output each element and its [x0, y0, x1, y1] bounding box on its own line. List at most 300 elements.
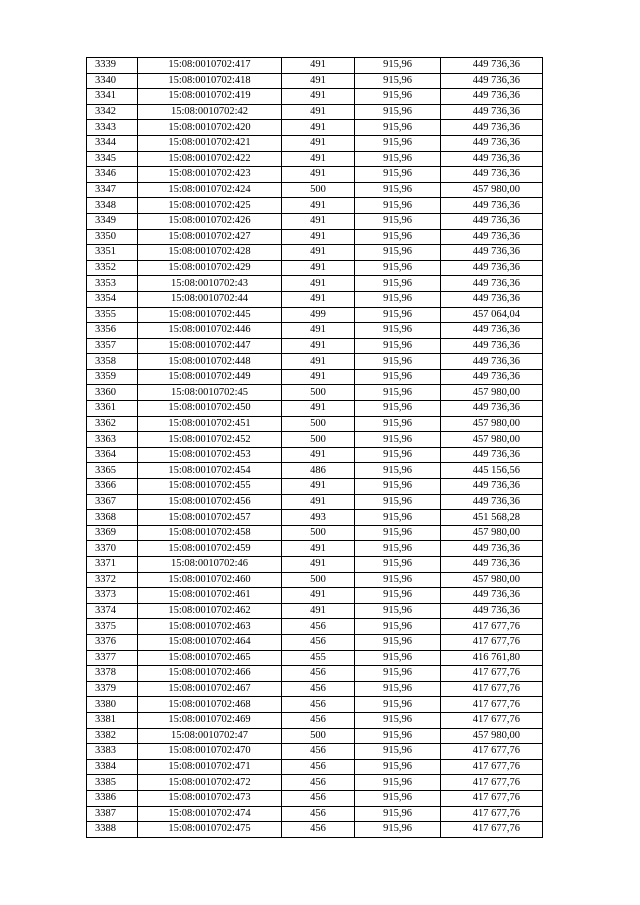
cadastral-number-cell: 15:08:0010702:470 [138, 744, 282, 760]
table-row [87, 650, 543, 666]
rate-cell: 915,96 [355, 541, 441, 557]
table-row [87, 510, 543, 526]
table-row [87, 479, 543, 495]
rate-cell: 915,96 [355, 385, 441, 401]
row-number-cell: 3348 [87, 198, 138, 214]
row-number-cell: 3384 [87, 759, 138, 775]
table-row [87, 323, 543, 339]
value-cell: 449 736,36 [441, 557, 543, 573]
value-cell: 449 736,36 [441, 104, 543, 120]
row-number-cell: 3383 [87, 744, 138, 760]
table-row [87, 728, 543, 744]
value-cell: 449 736,36 [441, 120, 543, 136]
table-row [87, 494, 543, 510]
cadastral-number-cell: 15:08:0010702:419 [138, 89, 282, 105]
rate-cell: 915,96 [355, 369, 441, 385]
row-number-cell: 3342 [87, 104, 138, 120]
value-cell: 417 677,76 [441, 681, 543, 697]
cadastral-number-cell: 15:08:0010702:449 [138, 369, 282, 385]
cadastral-number-cell: 15:08:0010702:47 [138, 728, 282, 744]
cadastral-number-cell: 15:08:0010702:460 [138, 572, 282, 588]
value-cell: 445 156,56 [441, 463, 543, 479]
rate-cell: 915,96 [355, 416, 441, 432]
table-row [87, 385, 543, 401]
cadastral-number-cell: 15:08:0010702:472 [138, 775, 282, 791]
row-number-cell: 3361 [87, 401, 138, 417]
value-cell: 417 677,76 [441, 697, 543, 713]
rate-cell: 915,96 [355, 744, 441, 760]
rate-cell: 915,96 [355, 790, 441, 806]
rate-cell: 915,96 [355, 634, 441, 650]
cadastral-number-cell: 15:08:0010702:429 [138, 260, 282, 276]
rate-cell: 915,96 [355, 588, 441, 604]
rate-cell: 915,96 [355, 260, 441, 276]
row-number-cell: 3351 [87, 245, 138, 261]
cadastral-number-cell: 15:08:0010702:458 [138, 525, 282, 541]
table-row [87, 634, 543, 650]
table-row [87, 151, 543, 167]
table-row [87, 806, 543, 822]
area-cell: 455 [282, 650, 355, 666]
row-number-cell: 3370 [87, 541, 138, 557]
rate-cell: 915,96 [355, 728, 441, 744]
row-number-cell: 3343 [87, 120, 138, 136]
table-row [87, 198, 543, 214]
row-number-cell: 3373 [87, 588, 138, 604]
area-cell: 491 [282, 276, 355, 292]
cadastral-number-cell: 15:08:0010702:451 [138, 416, 282, 432]
table-body [87, 58, 543, 838]
row-number-cell: 3379 [87, 681, 138, 697]
rate-cell: 915,96 [355, 291, 441, 307]
area-cell: 456 [282, 634, 355, 650]
value-cell: 449 736,36 [441, 213, 543, 229]
value-cell: 449 736,36 [441, 603, 543, 619]
table-row [87, 182, 543, 198]
value-cell: 417 677,76 [441, 806, 543, 822]
row-number-cell: 3355 [87, 307, 138, 323]
value-cell: 457 064,04 [441, 307, 543, 323]
area-cell: 499 [282, 307, 355, 323]
row-number-cell: 3352 [87, 260, 138, 276]
cadastral-number-cell: 15:08:0010702:426 [138, 213, 282, 229]
value-cell: 449 736,36 [441, 89, 543, 105]
table-row [87, 619, 543, 635]
row-number-cell: 3366 [87, 479, 138, 495]
value-cell: 417 677,76 [441, 619, 543, 635]
row-number-cell: 3353 [87, 276, 138, 292]
row-number-cell: 3362 [87, 416, 138, 432]
cadastral-number-cell: 15:08:0010702:418 [138, 73, 282, 89]
row-number-cell: 3345 [87, 151, 138, 167]
table-row [87, 790, 543, 806]
cadastral-number-cell: 15:08:0010702:428 [138, 245, 282, 261]
cadastral-number-cell: 15:08:0010702:467 [138, 681, 282, 697]
value-cell: 449 736,36 [441, 541, 543, 557]
area-cell: 456 [282, 666, 355, 682]
table-row [87, 416, 543, 432]
table-row [87, 89, 543, 105]
row-number-cell: 3359 [87, 369, 138, 385]
area-cell: 491 [282, 89, 355, 105]
value-cell: 449 736,36 [441, 291, 543, 307]
value-cell: 457 980,00 [441, 728, 543, 744]
table-row [87, 401, 543, 417]
value-cell: 449 736,36 [441, 354, 543, 370]
rate-cell: 915,96 [355, 494, 441, 510]
table-row [87, 775, 543, 791]
cadastral-value-table [86, 57, 543, 838]
row-number-cell: 3357 [87, 338, 138, 354]
area-cell: 500 [282, 432, 355, 448]
area-cell: 493 [282, 510, 355, 526]
cadastral-number-cell: 15:08:0010702:468 [138, 697, 282, 713]
row-number-cell: 3369 [87, 525, 138, 541]
cadastral-number-cell: 15:08:0010702:465 [138, 650, 282, 666]
rate-cell: 915,96 [355, 557, 441, 573]
area-cell: 491 [282, 245, 355, 261]
area-cell: 491 [282, 603, 355, 619]
table-row [87, 603, 543, 619]
cadastral-number-cell: 15:08:0010702:450 [138, 401, 282, 417]
rate-cell: 915,96 [355, 775, 441, 791]
table-row [87, 338, 543, 354]
area-cell: 486 [282, 463, 355, 479]
table-row [87, 167, 543, 183]
cadastral-number-cell: 15:08:0010702:456 [138, 494, 282, 510]
value-cell: 417 677,76 [441, 634, 543, 650]
row-number-cell: 3356 [87, 323, 138, 339]
area-cell: 491 [282, 291, 355, 307]
cadastral-number-cell: 15:08:0010702:454 [138, 463, 282, 479]
rate-cell: 915,96 [355, 603, 441, 619]
cadastral-number-cell: 15:08:0010702:43 [138, 276, 282, 292]
cadastral-number-cell: 15:08:0010702:445 [138, 307, 282, 323]
cadastral-number-cell: 15:08:0010702:421 [138, 135, 282, 151]
rate-cell: 915,96 [355, 712, 441, 728]
area-cell: 491 [282, 135, 355, 151]
rate-cell: 915,96 [355, 167, 441, 183]
area-cell: 491 [282, 447, 355, 463]
rate-cell: 915,96 [355, 681, 441, 697]
area-cell: 456 [282, 822, 355, 838]
area-cell: 491 [282, 338, 355, 354]
rate-cell: 915,96 [355, 354, 441, 370]
rate-cell: 915,96 [355, 619, 441, 635]
area-cell: 491 [282, 323, 355, 339]
table-row [87, 463, 543, 479]
value-cell: 417 677,76 [441, 666, 543, 682]
rate-cell: 915,96 [355, 198, 441, 214]
row-number-cell: 3341 [87, 89, 138, 105]
cadastral-number-cell: 15:08:0010702:462 [138, 603, 282, 619]
area-cell: 456 [282, 775, 355, 791]
value-cell: 449 736,36 [441, 73, 543, 89]
area-cell: 491 [282, 198, 355, 214]
area-cell: 491 [282, 557, 355, 573]
row-number-cell: 3340 [87, 73, 138, 89]
area-cell: 500 [282, 728, 355, 744]
area-cell: 491 [282, 588, 355, 604]
cadastral-number-cell: 15:08:0010702:473 [138, 790, 282, 806]
table-row [87, 307, 543, 323]
row-number-cell: 3344 [87, 135, 138, 151]
rate-cell: 915,96 [355, 213, 441, 229]
rate-cell: 915,96 [355, 432, 441, 448]
area-cell: 500 [282, 182, 355, 198]
value-cell: 417 677,76 [441, 775, 543, 791]
value-cell: 449 736,36 [441, 198, 543, 214]
table-row [87, 58, 543, 74]
row-number-cell: 3385 [87, 775, 138, 791]
table-row [87, 588, 543, 604]
row-number-cell: 3381 [87, 712, 138, 728]
value-cell: 449 736,36 [441, 276, 543, 292]
value-cell: 417 677,76 [441, 712, 543, 728]
value-cell: 457 980,00 [441, 572, 543, 588]
cadastral-number-cell: 15:08:0010702:427 [138, 229, 282, 245]
rate-cell: 915,96 [355, 89, 441, 105]
area-cell: 456 [282, 806, 355, 822]
rate-cell: 915,96 [355, 525, 441, 541]
rate-cell: 915,96 [355, 822, 441, 838]
area-cell: 491 [282, 58, 355, 74]
area-cell: 500 [282, 416, 355, 432]
table-row [87, 291, 543, 307]
cadastral-number-cell: 15:08:0010702:447 [138, 338, 282, 354]
row-number-cell: 3363 [87, 432, 138, 448]
area-cell: 491 [282, 369, 355, 385]
rate-cell: 915,96 [355, 479, 441, 495]
cadastral-number-cell: 15:08:0010702:446 [138, 323, 282, 339]
cadastral-number-cell: 15:08:0010702:425 [138, 198, 282, 214]
area-cell: 491 [282, 151, 355, 167]
value-cell: 449 736,36 [441, 369, 543, 385]
rate-cell: 915,96 [355, 135, 441, 151]
row-number-cell: 3382 [87, 728, 138, 744]
row-number-cell: 3368 [87, 510, 138, 526]
cadastral-number-cell: 15:08:0010702:44 [138, 291, 282, 307]
row-number-cell: 3365 [87, 463, 138, 479]
rate-cell: 915,96 [355, 510, 441, 526]
area-cell: 456 [282, 744, 355, 760]
area-cell: 491 [282, 73, 355, 89]
cadastral-number-cell: 15:08:0010702:424 [138, 182, 282, 198]
row-number-cell: 3375 [87, 619, 138, 635]
value-cell: 449 736,36 [441, 151, 543, 167]
rate-cell: 915,96 [355, 245, 441, 261]
value-cell: 449 736,36 [441, 323, 543, 339]
area-cell: 491 [282, 260, 355, 276]
cadastral-number-cell: 15:08:0010702:471 [138, 759, 282, 775]
cadastral-number-cell: 15:08:0010702:46 [138, 557, 282, 573]
rate-cell: 915,96 [355, 104, 441, 120]
rate-cell: 915,96 [355, 697, 441, 713]
cadastral-number-cell: 15:08:0010702:466 [138, 666, 282, 682]
value-cell: 449 736,36 [441, 401, 543, 417]
table-row [87, 120, 543, 136]
row-number-cell: 3376 [87, 634, 138, 650]
row-number-cell: 3371 [87, 557, 138, 573]
rate-cell: 915,96 [355, 338, 441, 354]
area-cell: 491 [282, 104, 355, 120]
cadastral-number-cell: 15:08:0010702:459 [138, 541, 282, 557]
table-row [87, 525, 543, 541]
row-number-cell: 3372 [87, 572, 138, 588]
row-number-cell: 3360 [87, 385, 138, 401]
value-cell: 451 568,28 [441, 510, 543, 526]
rate-cell: 915,96 [355, 58, 441, 74]
cadastral-number-cell: 15:08:0010702:45 [138, 385, 282, 401]
area-cell: 491 [282, 401, 355, 417]
value-cell: 449 736,36 [441, 588, 543, 604]
value-cell: 457 980,00 [441, 385, 543, 401]
cadastral-number-cell: 15:08:0010702:420 [138, 120, 282, 136]
row-number-cell: 3388 [87, 822, 138, 838]
rate-cell: 915,96 [355, 759, 441, 775]
area-cell: 456 [282, 712, 355, 728]
value-cell: 449 736,36 [441, 58, 543, 74]
table-row [87, 245, 543, 261]
table-row [87, 432, 543, 448]
cadastral-number-cell: 15:08:0010702:42 [138, 104, 282, 120]
rate-cell: 915,96 [355, 666, 441, 682]
cadastral-number-cell: 15:08:0010702:455 [138, 479, 282, 495]
area-cell: 500 [282, 385, 355, 401]
rate-cell: 915,96 [355, 447, 441, 463]
area-cell: 456 [282, 619, 355, 635]
table-row [87, 229, 543, 245]
rate-cell: 915,96 [355, 151, 441, 167]
value-cell: 457 980,00 [441, 416, 543, 432]
cadastral-number-cell: 15:08:0010702:448 [138, 354, 282, 370]
table-row [87, 73, 543, 89]
table-row [87, 369, 543, 385]
table-row [87, 557, 543, 573]
area-cell: 491 [282, 167, 355, 183]
value-cell: 417 677,76 [441, 759, 543, 775]
table-row [87, 541, 543, 557]
area-cell: 491 [282, 541, 355, 557]
rate-cell: 915,96 [355, 182, 441, 198]
cadastral-number-cell: 15:08:0010702:422 [138, 151, 282, 167]
rate-cell: 915,96 [355, 323, 441, 339]
value-cell: 449 736,36 [441, 229, 543, 245]
cadastral-number-cell: 15:08:0010702:469 [138, 712, 282, 728]
row-number-cell: 3350 [87, 229, 138, 245]
rate-cell: 915,96 [355, 401, 441, 417]
value-cell: 449 736,36 [441, 447, 543, 463]
value-cell: 449 736,36 [441, 494, 543, 510]
value-cell: 457 980,00 [441, 182, 543, 198]
cadastral-number-cell: 15:08:0010702:475 [138, 822, 282, 838]
table-row [87, 354, 543, 370]
rate-cell: 915,96 [355, 650, 441, 666]
table-row [87, 572, 543, 588]
value-cell: 449 736,36 [441, 245, 543, 261]
cadastral-number-cell: 15:08:0010702:463 [138, 619, 282, 635]
area-cell: 491 [282, 213, 355, 229]
table-row [87, 697, 543, 713]
value-cell: 417 677,76 [441, 790, 543, 806]
value-cell: 449 736,36 [441, 135, 543, 151]
row-number-cell: 3387 [87, 806, 138, 822]
rate-cell: 915,96 [355, 73, 441, 89]
cadastral-number-cell: 15:08:0010702:453 [138, 447, 282, 463]
rate-cell: 915,96 [355, 276, 441, 292]
row-number-cell: 3339 [87, 58, 138, 74]
row-number-cell: 3374 [87, 603, 138, 619]
table-row [87, 822, 543, 838]
table-row [87, 666, 543, 682]
rate-cell: 915,96 [355, 120, 441, 136]
area-cell: 491 [282, 479, 355, 495]
row-number-cell: 3380 [87, 697, 138, 713]
cadastral-number-cell: 15:08:0010702:452 [138, 432, 282, 448]
table-row [87, 276, 543, 292]
area-cell: 456 [282, 759, 355, 775]
row-number-cell: 3346 [87, 167, 138, 183]
cadastral-number-cell: 15:08:0010702:461 [138, 588, 282, 604]
area-cell: 491 [282, 120, 355, 136]
area-cell: 491 [282, 229, 355, 245]
value-cell: 457 980,00 [441, 525, 543, 541]
row-number-cell: 3349 [87, 213, 138, 229]
value-cell: 457 980,00 [441, 432, 543, 448]
row-number-cell: 3358 [87, 354, 138, 370]
area-cell: 456 [282, 681, 355, 697]
row-number-cell: 3367 [87, 494, 138, 510]
table-row [87, 759, 543, 775]
row-number-cell: 3354 [87, 291, 138, 307]
row-number-cell: 3347 [87, 182, 138, 198]
area-cell: 456 [282, 790, 355, 806]
cadastral-number-cell: 15:08:0010702:464 [138, 634, 282, 650]
area-cell: 500 [282, 525, 355, 541]
row-number-cell: 3377 [87, 650, 138, 666]
value-cell: 449 736,36 [441, 260, 543, 276]
table-row [87, 213, 543, 229]
table-row [87, 712, 543, 728]
cadastral-number-cell: 15:08:0010702:423 [138, 167, 282, 183]
cadastral-number-cell: 15:08:0010702:474 [138, 806, 282, 822]
value-cell: 449 736,36 [441, 338, 543, 354]
value-cell: 449 736,36 [441, 479, 543, 495]
table-row [87, 260, 543, 276]
row-number-cell: 3386 [87, 790, 138, 806]
rate-cell: 915,96 [355, 229, 441, 245]
value-cell: 449 736,36 [441, 167, 543, 183]
table-row [87, 135, 543, 151]
rate-cell: 915,96 [355, 463, 441, 479]
table-row [87, 447, 543, 463]
area-cell: 500 [282, 572, 355, 588]
table-row [87, 681, 543, 697]
cadastral-number-cell: 15:08:0010702:417 [138, 58, 282, 74]
area-cell: 456 [282, 697, 355, 713]
value-cell: 417 677,76 [441, 822, 543, 838]
cadastral-number-cell: 15:08:0010702:457 [138, 510, 282, 526]
rate-cell: 915,96 [355, 806, 441, 822]
table-row [87, 104, 543, 120]
table-row [87, 744, 543, 760]
row-number-cell: 3378 [87, 666, 138, 682]
value-cell: 416 761,80 [441, 650, 543, 666]
row-number-cell: 3364 [87, 447, 138, 463]
rate-cell: 915,96 [355, 307, 441, 323]
rate-cell: 915,96 [355, 572, 441, 588]
area-cell: 491 [282, 354, 355, 370]
